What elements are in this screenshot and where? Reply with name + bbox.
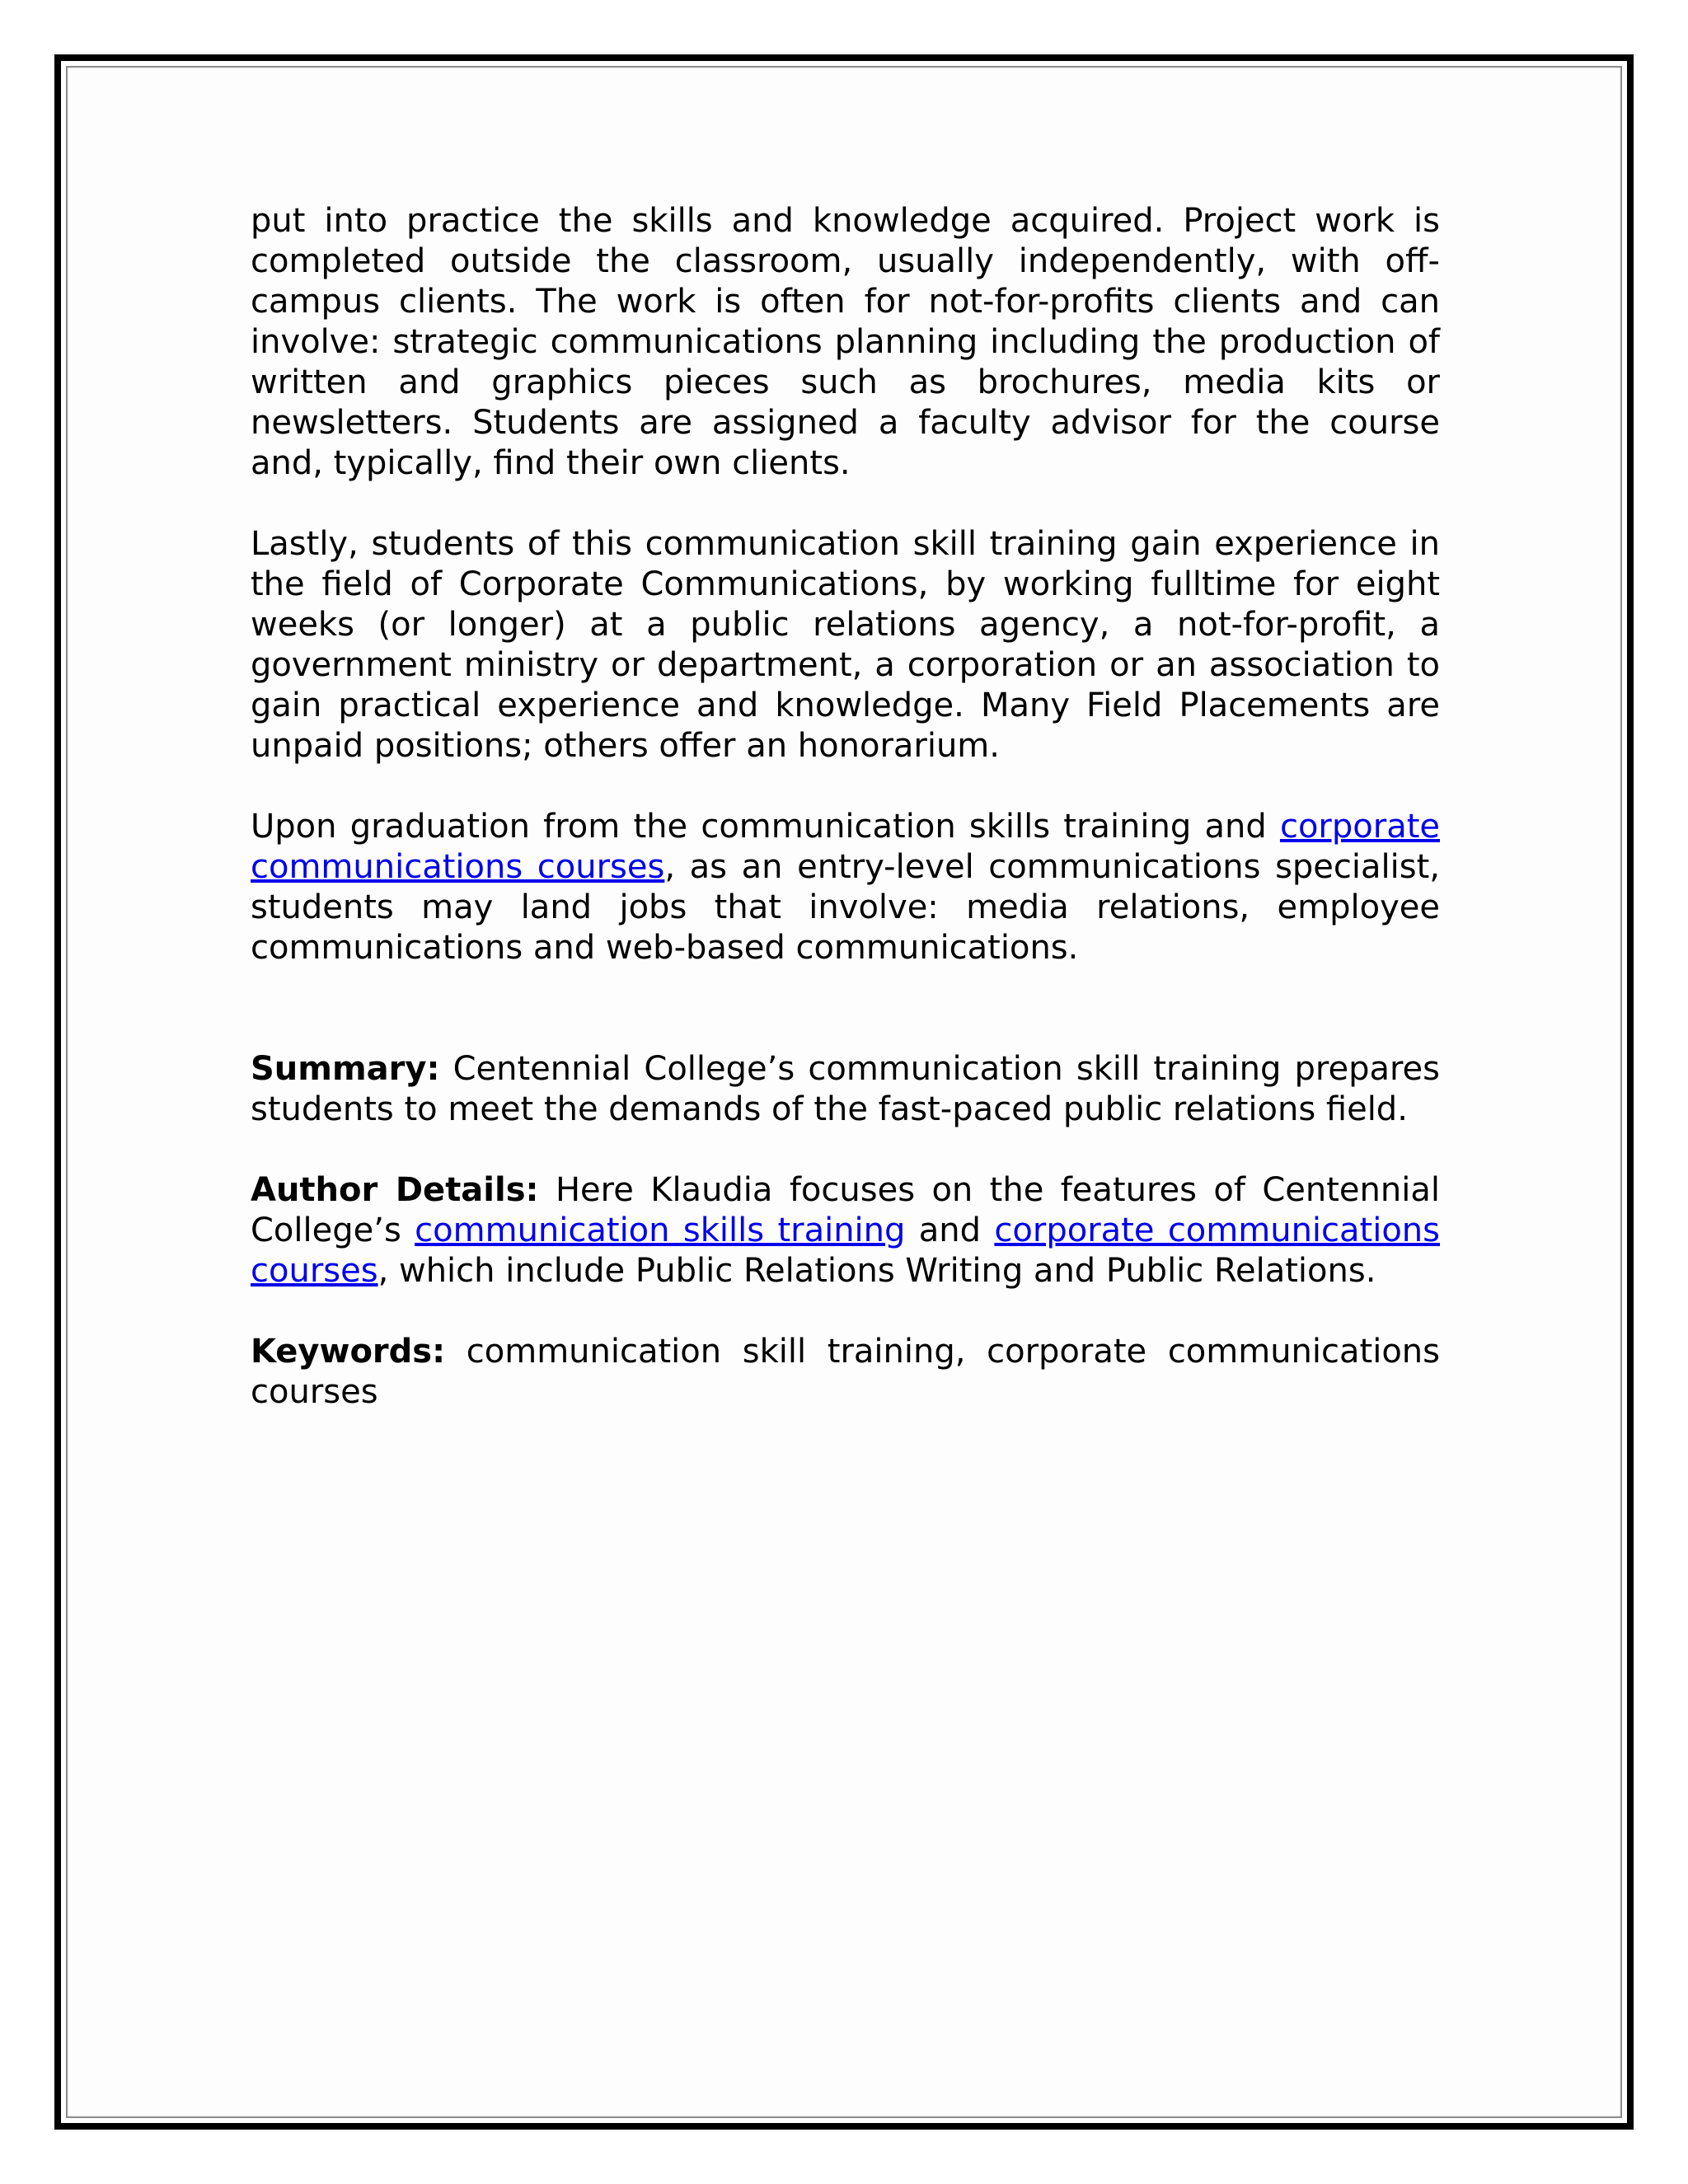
paragraph-graduation-text-after: , as an entry-level communications specialist, students may land jobs that involve: media relations, employee communications and web-based communications. bbox=[251, 848, 1440, 967]
communication-skills-training-link[interactable]: communication skills training bbox=[415, 1212, 906, 1249]
author-details-text-after: , which include Public Relations Writing and Public Relations. bbox=[377, 1252, 1376, 1290]
document-body bbox=[251, 201, 1440, 1453]
summary-label: Summary: bbox=[251, 1050, 440, 1088]
keywords-paragraph bbox=[251, 1332, 1440, 1413]
paragraph-graduation bbox=[251, 807, 1440, 968]
author-details-text-before: Here Klaudia focuses on the features of Centennial College’s bbox=[251, 1171, 1440, 1249]
summary-text: Centennial College’s communication skill training prepares students to meet the demands of the fast-paced public relations field. bbox=[251, 1050, 1440, 1128]
paragraph-graduation-text-before: Upon graduation from the communication skills training and bbox=[251, 808, 1280, 846]
corporate-communications-courses-link[interactable]: corporate communications courses bbox=[251, 808, 1440, 886]
author-details-label: Author Details: bbox=[251, 1171, 539, 1209]
author-details-text-middle: and bbox=[905, 1212, 995, 1249]
keywords-text: communication skill training, corporate communications courses bbox=[251, 1333, 1440, 1411]
keywords-label: Keywords: bbox=[251, 1333, 446, 1371]
paragraph-field-placement: Lastly, students of this communication skill training gain experience in the field of Corporate Communications, by working fulltime for eight weeks (or longer) at a public relations agency, a not-for-profit, a government ministry or department, a corporation or an association to gain practical experience and knowledge. Many Field Placements are unpaid positions; others offer an honorarium. bbox=[251, 525, 1440, 765]
summary-paragraph bbox=[251, 1049, 1440, 1130]
author-corporate-communications-courses-link[interactable]: corporate communications courses bbox=[251, 1212, 1440, 1290]
author-details-paragraph bbox=[251, 1170, 1440, 1291]
paragraph-project-work: put into practice the skills and knowledge acquired. Project work is completed outside the classroom, usually independently, with off-campus clients. The work is often for not-for-profits clients and can involve: strategic communications planning including the production of written and graphics pieces such as brochures, media kits or newsletters. Students are assigned a faculty advisor for the course and, typically, find their own clients. bbox=[251, 202, 1440, 482]
